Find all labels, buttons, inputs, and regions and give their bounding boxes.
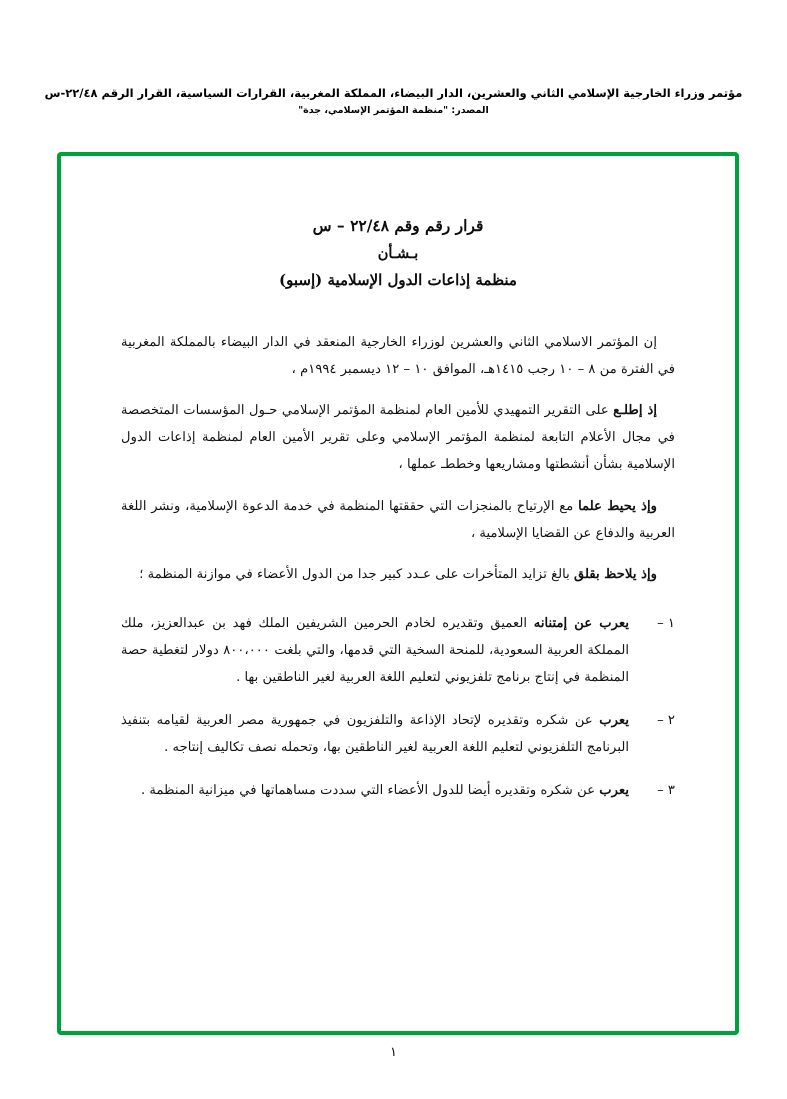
clause-lead: يعرب — [599, 712, 629, 728]
preamble-paragraph — [121, 493, 675, 547]
paragraph-text: مع الإرتياح بالمنجزات التي حققتها المنظمة في خدمة الدعوة الإسلامية، ونشر اللغة العربية والدفاع عن القضايا الإسلامية ، — [121, 498, 675, 541]
clause-lead: يعرب — [599, 783, 629, 799]
paragraph-lead: وإذ يلاحظ بقلق — [573, 566, 657, 582]
paragraph-text: على التقرير التمهيدي للأمين العام لمنظمة المؤتمر الإسلامي حـول المؤسسات المتخصصة في مجال الأعلام التابعة لمنظمة المؤتمر الإسلامي وعلى تقرير الأمين العام لمنظمة إذاعات الدول الإسلامية بشأن أنشطتها ومشاريعها وخططـ عملها ، — [121, 403, 675, 473]
preamble-paragraph — [121, 329, 675, 383]
clause-text: عن شكره وتقديره أيضا للدول الأعضاء التي سددت مساهماتها في ميزانية المنظمة . — [140, 783, 600, 799]
green-border-frame — [57, 152, 739, 1035]
document-body — [121, 212, 675, 1011]
paragraph-text: إن المؤتمر الاسلامي الثاني والعشرين لوزراء الخارجية المنعقد في الدار البيضاء بالمملكة المغربية في الفترة من ٨ – ١٠ رجب ١٤١٥هـ، الموافق ١٠ – ١٢ ديسمبر ١٩٩٤م ، — [121, 335, 675, 378]
preamble-paragraph — [121, 561, 675, 588]
clause-marker: ٢ – — [657, 712, 675, 728]
resolution-title-block — [121, 212, 675, 295]
paragraph-text: بالغ تزايد المتأخرات على عـدد كبير جدا من الدول الأعضاء في موازنة المنظمة ؛ — [139, 566, 574, 582]
clause-text: العميق وتقديره لخادم الحرمين الشريفين الملك فهد بن عبدالعزيز، ملك المملكة العربية السعودية، للمنحة السخية التي قدمها، والتي بلغت ٨٠٠،٠٠٠ دولار لتغطية حصة المنظمة في إنتاج برنامج تلفزيوني لتعليم اللغة العربية لغير الناطقين بها . — [121, 615, 629, 685]
page-number: ١ — [390, 1045, 397, 1060]
clause-lead: يعرب عن إمتنانه — [533, 615, 629, 631]
resolution-clause-list — [121, 610, 675, 804]
list-item — [121, 707, 675, 761]
list-item — [121, 777, 675, 804]
resolution-topic: منظمة إذاعات الدول الإسلامية (إسبو) — [279, 271, 517, 290]
resolution-preposition: بـشـأن — [377, 244, 419, 262]
list-item — [121, 610, 675, 691]
resolution-number: قرار رقم وقم ٢٢/٤٨ – س — [312, 216, 484, 235]
clause-text: عن شكره وتقديره لإتحاد الإذاعة والتلفزيون في جمهورية مصر العربية لقيامه بتنفيذ البرنامج التلفزيوني لتعليم اللغة العربية لغير الناطقين بها، وتحمله نصف تكاليف إنتاجه . — [121, 712, 629, 755]
clause-marker: ٣ – — [657, 783, 675, 799]
clause-marker: ١ – — [657, 615, 675, 631]
document-header — [0, 85, 787, 116]
header-citation-line: مؤتمر وزراء الخارجية الإسلامي الثاني والعشرين، الدار البيضاء، المملكة المغربية، القرارات السياسية، القرار الرقم ٢٢/٤٨-س — [44, 86, 743, 100]
paragraph-lead: إذ إطلـع — [613, 403, 657, 419]
header-source-line: المصدر: "منظمة المؤتمر الإسلامي، جدة" — [298, 105, 489, 117]
paragraph-lead: وإذ يحيط علما — [578, 498, 657, 514]
preamble-paragraph — [121, 397, 675, 478]
